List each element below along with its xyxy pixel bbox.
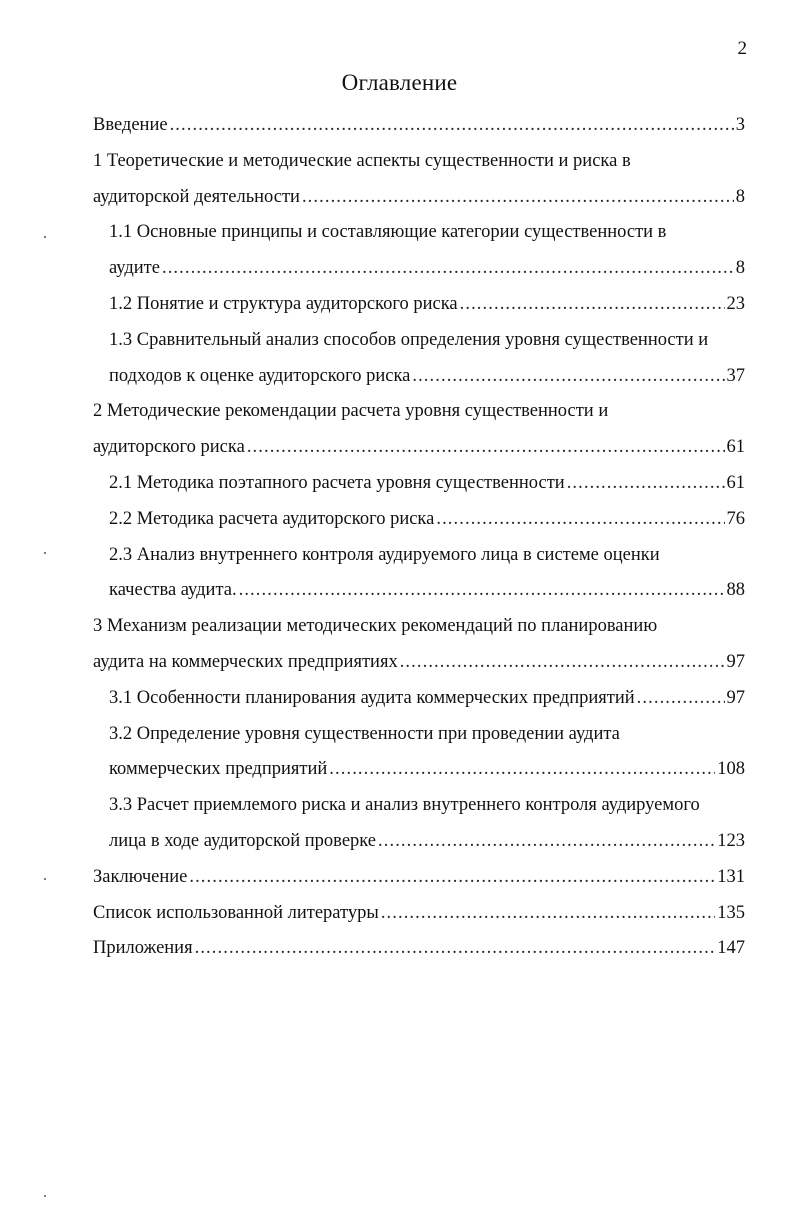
margin-dot [44, 1195, 46, 1197]
toc-leader-dots [329, 752, 715, 788]
toc-entry-last-line [109, 251, 745, 287]
toc-entry [93, 860, 745, 896]
toc-entry [93, 931, 745, 967]
toc-page-number: 135 [717, 902, 745, 923]
toc-page-number: 3 [735, 115, 745, 135]
toc-entry [109, 681, 745, 717]
toc-entry-text: 2.3 Анализ внутреннего контроля аудируемого лица в системе оценки [109, 544, 660, 565]
toc-entry-text: 3.2 Определение уровня существенности при проведении аудита [109, 723, 620, 744]
toc-entry-text: лица в ходе аудиторской проверке [109, 830, 377, 851]
toc-entry-text: Введение [93, 115, 168, 135]
toc-entry-text: 2.2 Методика расчета аудиторского риска [109, 508, 435, 529]
toc-entry-text: 2.1 Методика поэтапного расчета уровня существенности [109, 472, 565, 493]
toc-leader-dots [637, 681, 725, 717]
toc-entry-text: подходов к оценке аудиторского риска [109, 365, 411, 386]
toc-entry-last-line [109, 573, 745, 609]
toc-page-number: 23 [726, 293, 745, 314]
toc-leader-dots [170, 108, 734, 144]
toc-entry [93, 394, 745, 466]
toc-entry [109, 717, 745, 789]
toc-entry [109, 538, 745, 610]
toc-entry-last-line [93, 645, 745, 681]
toc-leader-dots [381, 896, 715, 932]
toc-entry-text: 2 Методические рекомендации расчета уровня существенности и [93, 401, 609, 422]
toc-page-number: 131 [717, 866, 745, 887]
table-of-contents [93, 108, 745, 967]
toc-page-number: 97 [726, 651, 745, 672]
toc-entry-text: Приложения [93, 938, 193, 959]
toc-entry [109, 287, 745, 323]
toc-entry [93, 896, 745, 932]
toc-entry [109, 215, 745, 287]
margin-dot [44, 236, 46, 238]
toc-entry-last-line [93, 430, 745, 466]
toc-entry-text: аудиторской деятельности [93, 186, 300, 207]
toc-leader-dots [567, 466, 725, 502]
toc-entry-last-line [109, 824, 745, 860]
toc-entry [93, 609, 745, 681]
toc-page-number: 88 [726, 580, 745, 601]
toc-leader-dots [189, 860, 715, 896]
toc-entry-last-line [109, 466, 745, 502]
toc-entry-last-line [109, 752, 745, 788]
toc-entry-text: аудита на коммерческих предприятиях [93, 651, 398, 672]
toc-page-number: 108 [717, 759, 745, 780]
toc-entry-text: коммерческих предприятий [109, 759, 328, 780]
toc-entry-last-line [109, 287, 745, 323]
toc-entry-text: аудиторского риска [93, 437, 245, 458]
toc-entry-last-line [109, 502, 745, 538]
toc-leader-dots [378, 824, 715, 860]
toc-page-number: 76 [726, 508, 745, 529]
toc-entry-text: 3.3 Расчет приемлемого риска и анализ внутреннего контроля аудируемого [109, 795, 700, 816]
toc-entry [109, 788, 745, 860]
toc-page-number: 8 [735, 186, 745, 207]
toc-entry-text: 1.3 Сравнительный анализ способов определения уровня существенности и [109, 329, 709, 350]
toc-entry-last-line [93, 860, 745, 896]
toc-leader-dots [302, 180, 734, 216]
toc-entry-text: аудите [109, 258, 160, 279]
toc-entry-text: 1 Теоретические и методические аспекты существенности и риска в [93, 150, 631, 171]
toc-page-number: 61 [726, 472, 745, 493]
toc-entry [93, 108, 745, 144]
toc-entry-last-line [93, 931, 745, 967]
margin-dot [44, 878, 46, 880]
toc-entry-text: 1.2 Понятие и структура аудиторского риска [109, 293, 458, 314]
page-title: Оглавление [341, 70, 458, 95]
toc-leader-dots [436, 502, 724, 538]
toc-leader-dots [247, 430, 725, 466]
toc-entry-text: 3.1 Особенности планирования аудита коммерческих предприятий [109, 687, 635, 708]
margin-dot [44, 552, 46, 554]
toc-page-number: 8 [735, 258, 745, 279]
toc-entry-text: Заключение [93, 866, 188, 887]
page-number: 2 [737, 38, 747, 59]
toc-entry [109, 466, 745, 502]
toc-leader-dots [400, 645, 725, 681]
toc-leader-dots [412, 359, 724, 395]
toc-entry [109, 323, 745, 395]
toc-entry-text: 1.1 Основные принципы и составляющие категории существенности в [109, 222, 667, 243]
toc-leader-dots [239, 573, 725, 609]
toc-entry-last-line [109, 359, 745, 395]
toc-page-number: 61 [726, 437, 745, 458]
toc-entry-last-line [93, 108, 745, 144]
toc-entry-last-line [109, 681, 745, 717]
toc-entry-text: качества аудита. [109, 580, 237, 601]
toc-page-number: 97 [726, 687, 745, 708]
toc-entry-text: Список использованной литературы [93, 902, 379, 923]
toc-page-number: 147 [717, 938, 745, 959]
toc-page-number: 37 [726, 365, 745, 386]
toc-entry [93, 144, 745, 216]
toc-page-number: 123 [717, 830, 745, 851]
toc-entry-last-line [93, 180, 745, 216]
toc-entry [109, 502, 745, 538]
toc-leader-dots [195, 931, 716, 967]
toc-leader-dots [460, 287, 725, 323]
toc-leader-dots [162, 251, 734, 287]
toc-entry-last-line [93, 896, 745, 932]
toc-entry-text: 3 Механизм реализации методических рекомендаций по планированию [93, 616, 658, 637]
